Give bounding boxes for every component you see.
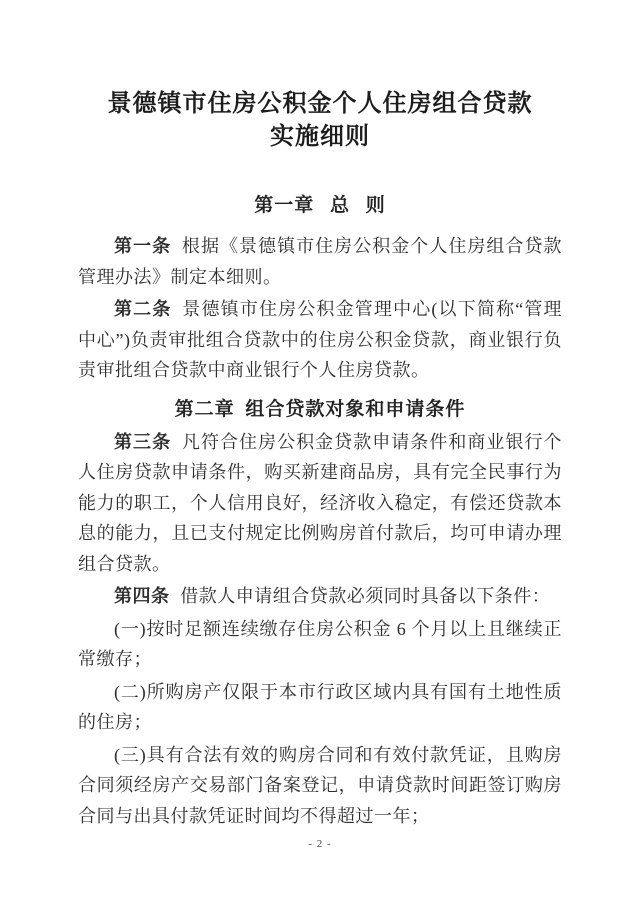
article-4-text: 借款人申请组合贷款必须同时具备以下条件： — [180, 586, 551, 606]
article-4-paragraph — [78, 581, 562, 612]
article-3-label: 第三条 — [114, 431, 172, 452]
page-number: - 2 - — [308, 838, 332, 850]
condition-item-2: (二)所购房产仅限于本市行政区域内具有国有土地性质的住房； — [78, 681, 562, 732]
document-title — [78, 88, 562, 154]
article-3-paragraph — [78, 427, 562, 580]
article-4-label: 第四条 — [114, 586, 170, 606]
article-3-text: 凡符合住房公积金贷款申请条件和商业银行个人住房贷款申请条件，购买新建商品房，具有完全民事行为能力的职工，个人信用良好，经济收入稳定，有偿还贷款本息的能力，且已支付规定比例购房首付款后，均可申请办理组合贷款。 — [78, 431, 563, 574]
article-2-label: 第二条 — [114, 299, 172, 319]
article-1-paragraph — [78, 231, 562, 292]
article-1-text: 根据《景德镇市住房公积金个人住房组合贷款管理办法》制定本细则。 — [78, 236, 563, 287]
condition-item-1: (一)按时足额连续缴存住房公积金 6 个月以上且继续正常缴存； — [78, 618, 562, 669]
condition-item-3: (三)具有合法有效的购房合同和有效付款凭证，且购房合同须经房产交易部门备案登记，申请贷款时间距签订购房合同与出具付款凭证时间均不得超过一年； — [78, 744, 562, 826]
chapter-2-heading: 第二章 组合贷款对象和申请条件 — [174, 398, 466, 420]
article-2-paragraph — [78, 294, 562, 386]
chapter-1-heading: 第一章 总 则 — [254, 195, 386, 216]
document-title-line2: 实施细则 — [270, 124, 370, 150]
article-2-text: 景德镇市住房公积金管理中心(以下简称“管理中心”)负责审批组合贷款中的住房公积金贷款，商业银行负责审批组合贷款中商业银行个人住房贷款。 — [78, 299, 563, 380]
document-title-line1: 景德镇市住房公积金个人住房组合贷款 — [107, 91, 533, 117]
article-1-label: 第一条 — [114, 236, 172, 256]
